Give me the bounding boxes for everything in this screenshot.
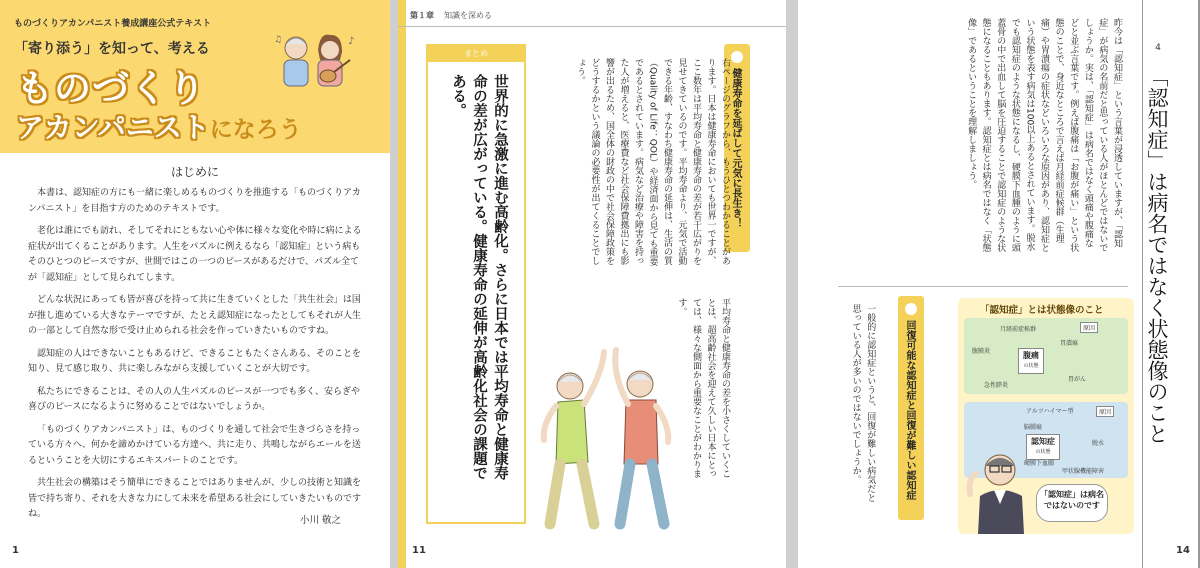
center-label: 腹痛 (1023, 351, 1039, 360)
cause-item: 脱水 (1092, 440, 1105, 447)
stretching-seniors-illustration-icon (532, 344, 682, 534)
intro-paragraph: 認知症の人はできないこともあるけど、できることもたくさんある、そのことを知り、見て感じ取り、共に楽しみながら支援していくことが大切です。 (28, 348, 362, 374)
section-heading: 健康寿命を延ばして元気に長生き！ (730, 68, 741, 228)
abdominal-pain-panel (964, 318, 1128, 394)
cause-tag: 原因 (1080, 322, 1098, 333)
cause-item: 甲状腺機能障害 (1062, 468, 1105, 475)
cause-item: 月経前症候群 (1000, 326, 1037, 333)
center-sublabel: の状態 (1023, 363, 1039, 369)
doctor-illustration-icon (966, 434, 1036, 534)
cause-item: 胃がん (1068, 376, 1087, 383)
page-number: 11 (412, 545, 426, 556)
title-line-1: ものづくり (16, 67, 206, 110)
page-edge-bar (398, 0, 406, 568)
intro-heading: はじめに (170, 165, 219, 179)
cover-band (0, 0, 390, 153)
cause-item: 急性膵炎 (984, 382, 1009, 389)
summary-text: 世界的に急激に進む高齢化。さらに日本では平均寿命と健康寿命の差が広がっている。健康寿命の延伸が高齢化社会の課題である。 (450, 74, 508, 480)
intro-paragraph: 「ものづくりアカンパニスト」は、ものづくりを通して社会で生きづらさを持っている方々へ、何かを諦めかけている方達へ、共に走り、共鳴しながらエールを送るということを大切にするエキスパートのことです。 (28, 424, 361, 466)
cause-item: アルツハイマー型 (1026, 408, 1074, 415)
heading-circle-icon (901, 299, 921, 319)
intro-paragraph: 老化は誰にでも訪れ、そしてそれにともない心や体に様々な変化や時に病による症状が出てくることがあります。人生をパズルに例えるなら「認知症」という病もそのひとつのピースですが、世間ではこの一つのピースがあるだけで、パズル全てが「認知症」として見られてします。 (28, 226, 362, 283)
page-11 (398, 0, 786, 568)
speech-bubble: 「認知症」は病名ではないのです (1036, 484, 1108, 522)
section-heading-box (898, 296, 924, 520)
summary-tag: まとめ (428, 46, 524, 62)
chapter-number: 4 (1155, 43, 1161, 53)
running-head (410, 10, 492, 21)
diagram-title: 「認知症」とは状態像のこと (980, 305, 1104, 316)
body-text-lower: 平均寿命と健康寿命の差を小さくしていくことは、超高齢社会を迎えて久しい日本にとっては、様々な側面から重要なことがわかります。 (676, 298, 730, 478)
chapter-label: 第１章 (410, 11, 434, 20)
cause-item: 腹膜炎 (972, 348, 991, 355)
cause-item: 硬膜下血腫 (1024, 460, 1055, 467)
summary-box (426, 44, 526, 524)
title-line-2a: アカンパニスト (16, 111, 210, 144)
intro-body (28, 186, 368, 530)
intro-paragraph: 私たちにできることは、その人の人生パズルのピースが一つでも多く、安らぎや喜びのピースになるように努めることではないでしょうか。 (28, 386, 361, 412)
title-line-2 (16, 106, 302, 146)
body-text-lower: 一般的に認知症というと、回復が難しい病気だと思っている人が多いのではないでしょうか。 (850, 304, 876, 502)
musicians-illustration-icon (268, 30, 360, 92)
title-line-2b: になろう (209, 117, 302, 143)
body-text: 右ページのグラフから、もうひとつわかることがあります。日本は健康寿命においても世界一ですが、ここ数年は平均寿命と健康寿命の差が若干広がりを見せてきているのです。平均寿命より、元気で活動できる年齢、すなわち健康寿命の延伸は、生活の質（Quality of Life：QOL）や経済面から見ても重要であるとされています。病気など治療や障害を持った人が増えると、医療費など社会保障費拠出にも影響が出るため、国全体の財政の中で社会保障政策をどうするかという議論の必要性が出てくることでしょう。 (575, 58, 730, 266)
svg-text:♫: ♫ (274, 35, 283, 45)
center-label: 認知症 (1031, 437, 1055, 446)
chapter-name: 知識を深める (444, 11, 492, 20)
page-number: 14 (1176, 545, 1190, 556)
intro-paragraph: どんな状況にあっても皆が喜びを持って共に生きていくとした「共生社会」は国が推し進めている大きなテーマですが、たとえ認知症になったとしてもそれが人生の一部として自然な形で受け止められる社会を作っていきたいものですね。 (28, 295, 362, 336)
page-number: 1 (12, 545, 19, 556)
page-1 (0, 0, 390, 568)
section-heading: 回復可能な認知症と回復が難しい認知症 (904, 320, 915, 500)
cause-item: 胃潰瘍 (1060, 340, 1079, 347)
cause-tag: 原因 (1096, 406, 1114, 417)
center-sublabel: の状態 (1035, 449, 1051, 455)
intro-paragraph: 共生社会の構築はそう簡単にできることではありませんが、少しの技術と知識を皆で持ち寄り、それを大きな力にして未来を希望ある社会にしていきたいものですね。 (28, 478, 362, 519)
author-name: 小川 敬之 (300, 515, 342, 526)
concept-diagram (958, 298, 1134, 534)
svg-text:♪: ♪ (348, 36, 355, 47)
chapter-title: 「認知症」は病名ではなく状態像のこと (1145, 66, 1169, 444)
catch-copy: 「寄り添う」を知って、考える (14, 41, 210, 57)
header-rule (398, 26, 786, 27)
cause-item: 脳腫瘍 (1024, 424, 1043, 431)
page-14 (798, 0, 1200, 568)
body-text: 昨今は「認知症」という言葉が浸透していますが、「認知症」が病気の名前だと思っている人がほとんどではないでしょうか。実は、「認知症」は病名ではなく頭痛や腹痛などと並ぶ言葉です。例えば腹痛は「お腹が痛い」という状態のことで、身近なところで言えば月経前症候群（生理痛）や胃潰瘍の症状などいろいろな原因があり、認知症という状態を表す病気は100以上あるとされています。脱水でも認知症のような状態になるし、硬膜下血腫のように頭蓋骨の中で出血して脳を圧迫することで認知症のような状態になることもあります。認知症とは病名ではなく「状態像」であるということを理解しましょう。 (966, 18, 1122, 252)
section-divider (838, 286, 1128, 287)
intro-paragraph: 本書は、認知症の方にも一緒に楽しめるものづくりを推進する「ものづくりアカンパニスト」を目指す方のためのテキストです。 (28, 188, 361, 214)
center-node (1018, 348, 1044, 374)
series-label: ものづくりアカンパニスト養成講座公式テキスト (14, 19, 212, 29)
